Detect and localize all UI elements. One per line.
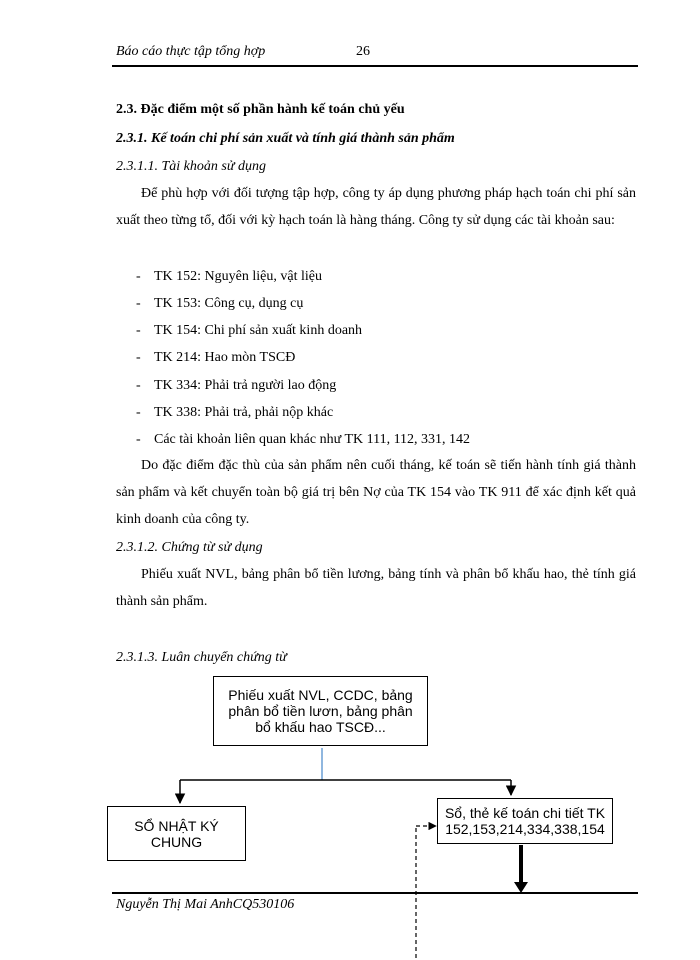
detail-ledger-box: Sổ, thẻ kế toán chi tiết TK 152,153,214,334,338,154	[437, 798, 613, 844]
list-item: - TK 334: Phải trả người lao động	[136, 378, 337, 393]
subsubsection-heading-documents: 2.3.1.2. Chứng từ sử dụng	[116, 540, 263, 555]
subsection-heading: 2.3.1. Kế toán chi phí sản xuất và tính giá thành sản phẩm	[116, 131, 455, 146]
header-title: Báo cáo thực tập tổng hợp	[116, 44, 266, 59]
closing-paragraph: Do đặc điểm đặc thù của sản phẩm nên cuối tháng, kế toán sẽ tiến hành tính giá thành sản phẩm và kết chuyển toàn bộ giá trị bên Nợ của TK 154 vào TK 911 để xác định kết quả kinh doanh của công ty.	[116, 458, 636, 527]
source-documents-box: Phiếu xuất NVL, CCDC, bảng phân bổ tiền lươn, bảng phân bổ khấu hao TSCĐ...	[213, 676, 428, 746]
documents-paragraph: Phiếu xuất NVL, bảng phân bổ tiền lương, bảng tính và phân bổ khấu hao, thẻ tính giá thành sản phẩm.	[116, 567, 636, 609]
journal-box: SỔ NHẬT KÝ CHUNG	[107, 806, 246, 861]
subsubsection-heading-flow: 2.3.1.3. Luân chuyển chứng từ	[116, 650, 287, 665]
page-number: 26	[356, 44, 370, 59]
subsubsection-heading-accounts: 2.3.1.1. Tài khoản sử dụng	[116, 159, 266, 174]
intro-paragraph: Để phù hợp với đối tượng tập hợp, công ty áp dụng phương pháp hạch toán chi phí sản xuất theo từng tổ, đối với kỳ hạch toán là hàng tháng. Công ty sử dụng các tài khoản sau:	[116, 186, 636, 228]
list-item: - Các tài khoản liên quan khác như TK 111, 112, 331, 142	[136, 432, 471, 447]
page-footer: Nguyễn Thị Mai AnhCQ530106	[116, 897, 295, 912]
list-item: - TK 214: Hao mòn TSCĐ	[136, 350, 296, 365]
list-item: - TK 152: Nguyên liệu, vật liệu	[136, 269, 322, 284]
section-heading: 2.3. Đặc điểm một số phần hành kế toán chủ yếu	[116, 102, 405, 117]
bold-arrow-head	[514, 882, 528, 893]
list-item: - TK 154: Chi phí sản xuất kinh doanh	[136, 323, 363, 338]
list-item: - TK 153: Công cụ, dụng cụ	[136, 296, 304, 311]
list-item: - TK 338: Phải trả, phải nộp khác	[136, 405, 334, 420]
